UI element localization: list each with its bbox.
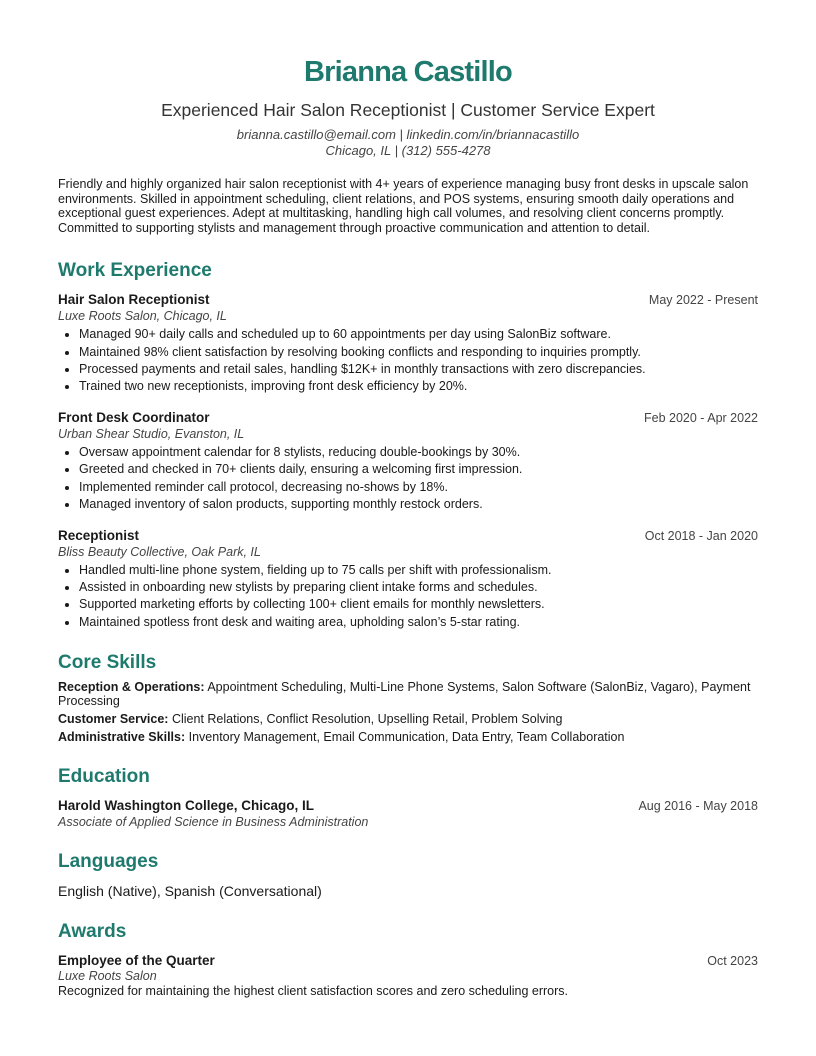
candidate-name: Brianna Castillo [304, 56, 512, 88]
skill-values: Client Relations, Conflict Resolution, Upselling Retail, Problem Solving [171, 712, 563, 727]
job-bullet: • Implemented reminder call protocol, decreasing no-shows by 18%. [79, 479, 758, 496]
job-company: Bliss Beauty Collective, Oak Park, IL [58, 545, 261, 559]
award-name: Employee of the Quarter [58, 952, 215, 968]
skill-category: Customer Service: [58, 712, 169, 727]
contact-line-email-linkedin: brianna.castillo@email.com | linkedin.com/in/briannacastillo [236, 127, 580, 142]
education-entry [58, 797, 758, 831]
skill-line [58, 680, 758, 709]
job-entry [58, 291, 758, 395]
job-bullet: • Processed payments and retail sales, handling $12K+ in monthly transactions with zero discrepancies. [79, 361, 758, 378]
job-dates: May 2022 - Present [648, 293, 758, 308]
skill-line [58, 712, 758, 727]
section-title-education: Education [58, 765, 150, 787]
award-description: Recognized for maintaining the highest client satisfaction scores and zero scheduling errors. [58, 983, 568, 998]
job-bullet: • Maintained 98% client satisfaction by resolving booking conflicts and responding to inquiries promptly. [79, 344, 758, 361]
job-bullets [58, 562, 758, 631]
section-title-awards: Awards [58, 920, 127, 942]
job-title: Front Desk Coordinator [58, 410, 210, 426]
skill-values: Inventory Management, Email Communication, Data Entry, Team Collaboration [188, 730, 625, 745]
job-bullet: • Supported marketing efforts by collecting 100+ client emails for monthly newsletters. [79, 596, 758, 613]
job-bullet: • Assisted in onboarding new stylists by preparing client intake forms and schedules. [79, 579, 758, 596]
job-bullet: • Oversaw appointment calendar for 8 stylists, reducing double-bookings by 30%. [79, 444, 758, 461]
skill-values: Appointment Scheduling, Multi-Line Phone Systems, Salon Software (SalonBiz, Vagaro), Payment Processing [58, 679, 751, 709]
job-bullets [58, 326, 758, 395]
school-name: Harold Washington College, Chicago, IL [58, 797, 315, 813]
job-bullet: • Maintained spotless front desk and waiting area, upholding salon’s 5-star rating. [79, 614, 758, 631]
job-company: Urban Shear Studio, Evanston, IL [58, 427, 245, 442]
job-title: Hair Salon Receptionist [58, 292, 210, 308]
job-bullet: • Managed inventory of salon products, supporting monthly restock orders. [79, 496, 758, 513]
section-title-core-skills: Core Skills [58, 651, 157, 673]
job-bullet: • Greeted and checked in 70+ clients daily, ensuring a welcoming first impression. [79, 461, 758, 478]
contact-line-location-phone: Chicago, IL | (312) 555-4278 [325, 142, 491, 158]
job-company: Luxe Roots Salon, Chicago, IL [58, 309, 227, 324]
job-header [58, 527, 758, 544]
contact-info [58, 127, 758, 158]
education-dates: Aug 2016 - May 2018 [638, 798, 758, 813]
job-title: Receptionist [58, 528, 140, 543]
job-header [58, 291, 758, 308]
skill-category: Reception & Operations: [58, 679, 205, 694]
job-header [58, 409, 758, 426]
job-bullet: • Trained two new receptionists, improving front desk efficiency by 20%. [79, 378, 758, 395]
award-entry [58, 952, 758, 999]
skill-line [58, 730, 758, 745]
job-bullet: • Handled multi-line phone system, fielding up to 75 calls per shift with professionalism. [79, 562, 758, 579]
resume-page [58, 50, 758, 999]
section-title-languages: Languages [58, 850, 159, 872]
skills-list [58, 680, 758, 745]
job-dates: Oct 2018 - Jan 2020 [644, 529, 758, 543]
skill-category: Administrative Skills: [58, 730, 186, 745]
professional-summary: Friendly and highly organized hair salon receptionist with 4+ years of experience managing busy front desks in upscale salon environments. Skilled in appointment scheduling, client relations, and POS systems, ensuring smooth daily operations and exceptional guest experiences. Adept at multitasking, handling high call volumes, and resolving client concerns promptly. Committed to supporting stylists and management through proactive communication and attention to detail. [58, 177, 749, 235]
job-bullet: • Managed 90+ daily calls and scheduled up to 60 appointments per day using SalonBiz software. [79, 326, 758, 343]
languages-list: English (Native), Spanish (Conversational) [58, 882, 322, 899]
job-entry [58, 527, 758, 631]
job-entry [58, 409, 758, 513]
award-date: Oct 2023 [707, 953, 758, 968]
job-bullets [58, 444, 758, 513]
degree: Associate of Applied Science in Business Administration [58, 814, 369, 829]
section-title-work-experience: Work Experience [58, 260, 212, 282]
award-header [58, 952, 758, 969]
education-header [58, 797, 758, 814]
job-dates: Feb 2020 - Apr 2022 [644, 411, 758, 426]
candidate-headline: Experienced Hair Salon Receptionist | Customer Service Expert [161, 100, 655, 120]
award-organization: Luxe Roots Salon [58, 968, 157, 983]
